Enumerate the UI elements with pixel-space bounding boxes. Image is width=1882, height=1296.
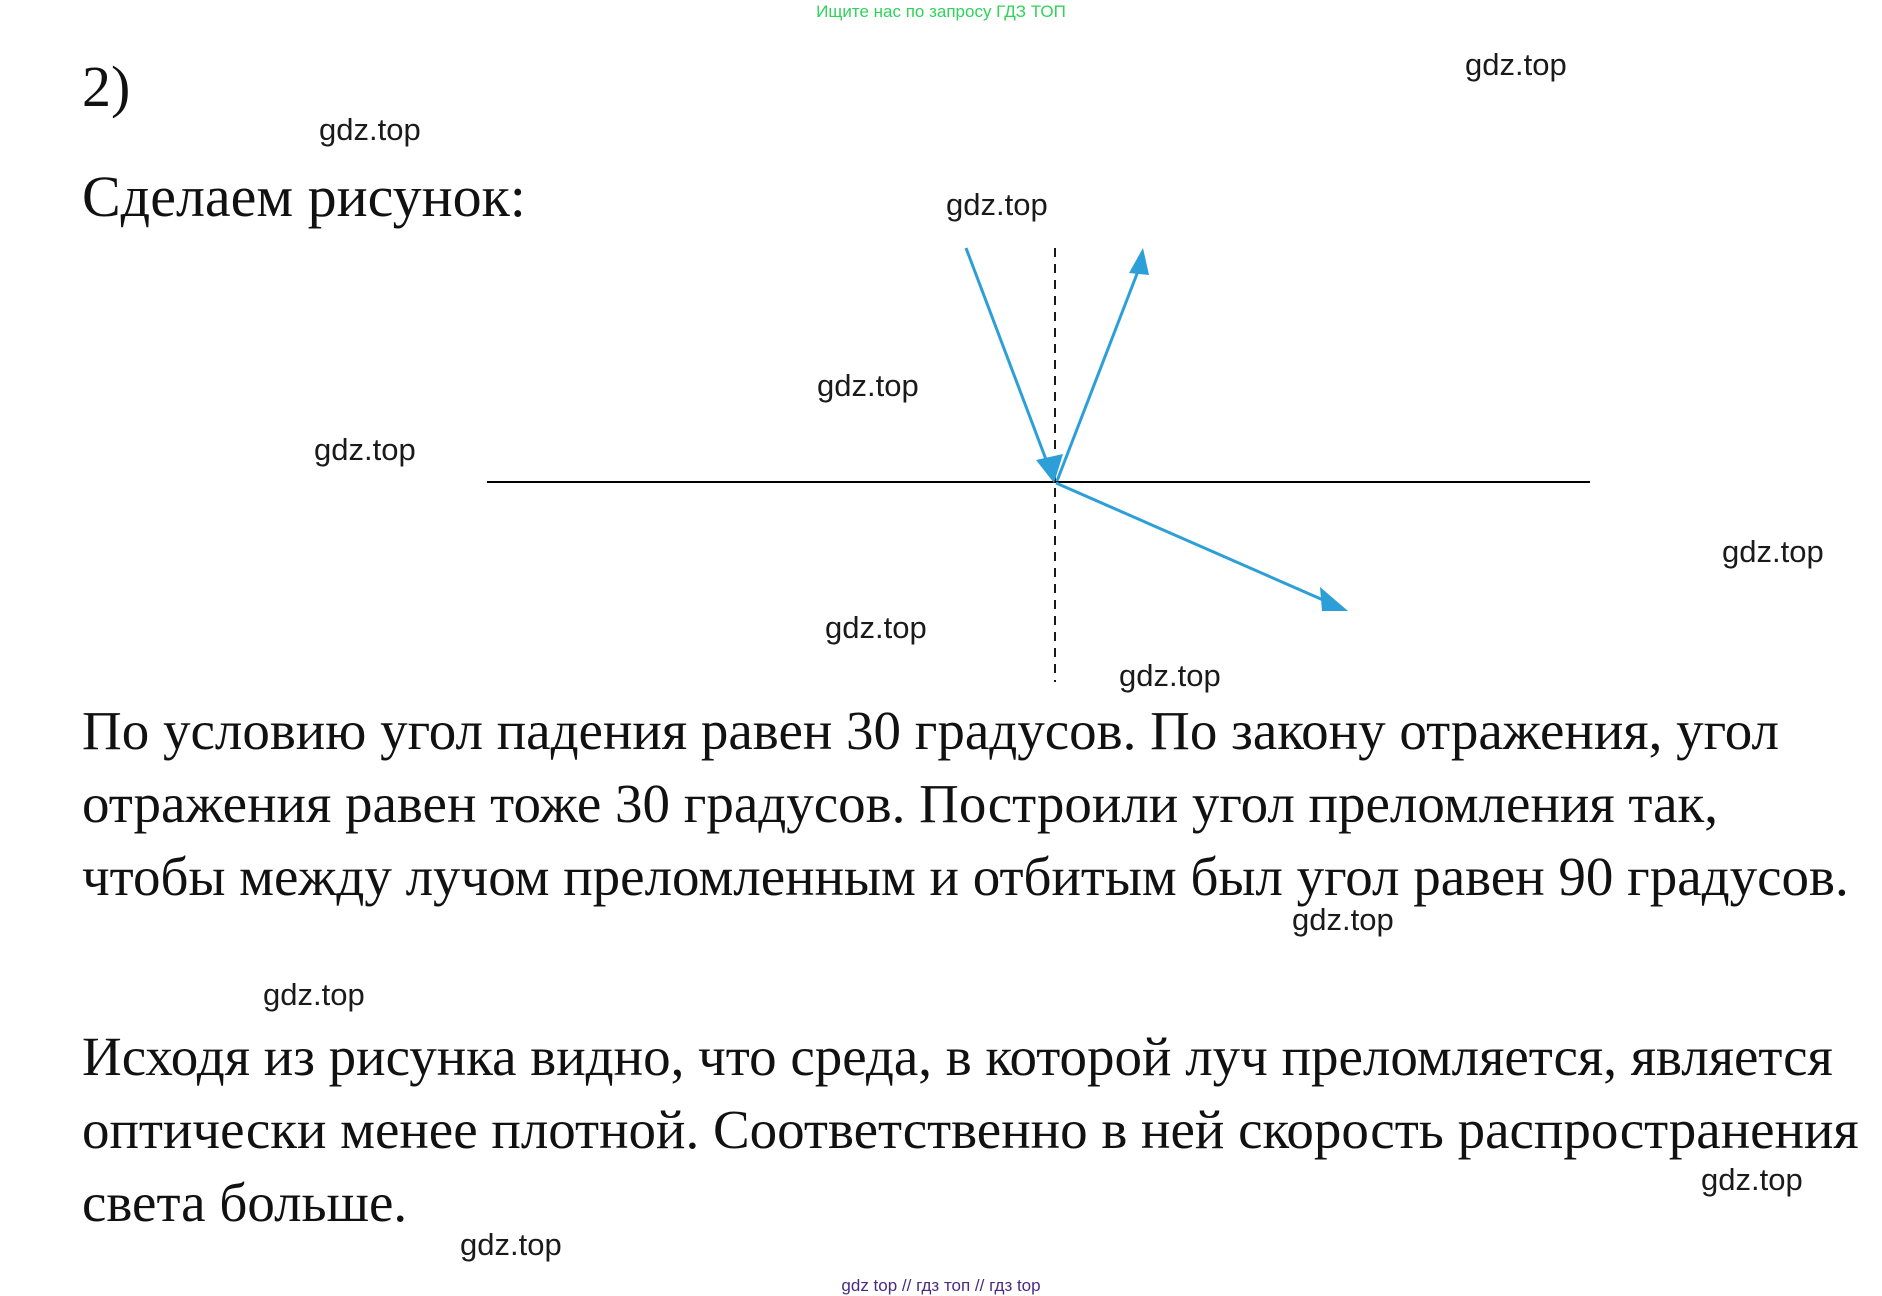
refracted-ray (1056, 483, 1330, 603)
watermark: gdz.top (319, 112, 421, 147)
watermark: gdz.top (314, 432, 416, 467)
watermark: gdz.top (1292, 902, 1394, 937)
intro-line: Сделаем рисунок: (82, 164, 526, 229)
incident-ray (966, 248, 1053, 478)
watermark: gdz.top (1701, 1162, 1803, 1197)
refracted-arrowhead (1320, 587, 1348, 611)
watermark: gdz.top (263, 977, 365, 1012)
explanation-paragraph-1: По условию угол падения равен 30 градусов. По закону отражения, угол отражения равен тоже 30 градусов. Построили угол преломления так, чтобы между лучом преломленным и отбитым был угол равен 90 градусов. (82, 700, 1849, 907)
explanation-paragraph-2: Исходя из рисунка видно, что среда, в которой луч преломляется, является оптически менее плотной. Соответственно в ней скорость распространения света больше. (82, 1026, 1859, 1233)
reflected-arrowhead (1129, 248, 1149, 275)
footer-links: gdz top // гдз топ // гдз top (841, 1276, 1041, 1295)
watermark: gdz.top (1119, 658, 1221, 693)
watermark: gdz.top (817, 368, 919, 403)
watermark: gdz.top (1722, 534, 1824, 569)
watermark: gdz.top (1465, 47, 1567, 82)
search-hint-banner: Ищите нас по запросу ГДЗ ТОП (816, 2, 1066, 21)
reflected-ray (1057, 266, 1140, 481)
task-number: 2) (82, 54, 131, 119)
watermark: gdz.top (946, 187, 1048, 222)
watermark: gdz.top (460, 1227, 562, 1262)
watermark: gdz.top (825, 610, 927, 645)
